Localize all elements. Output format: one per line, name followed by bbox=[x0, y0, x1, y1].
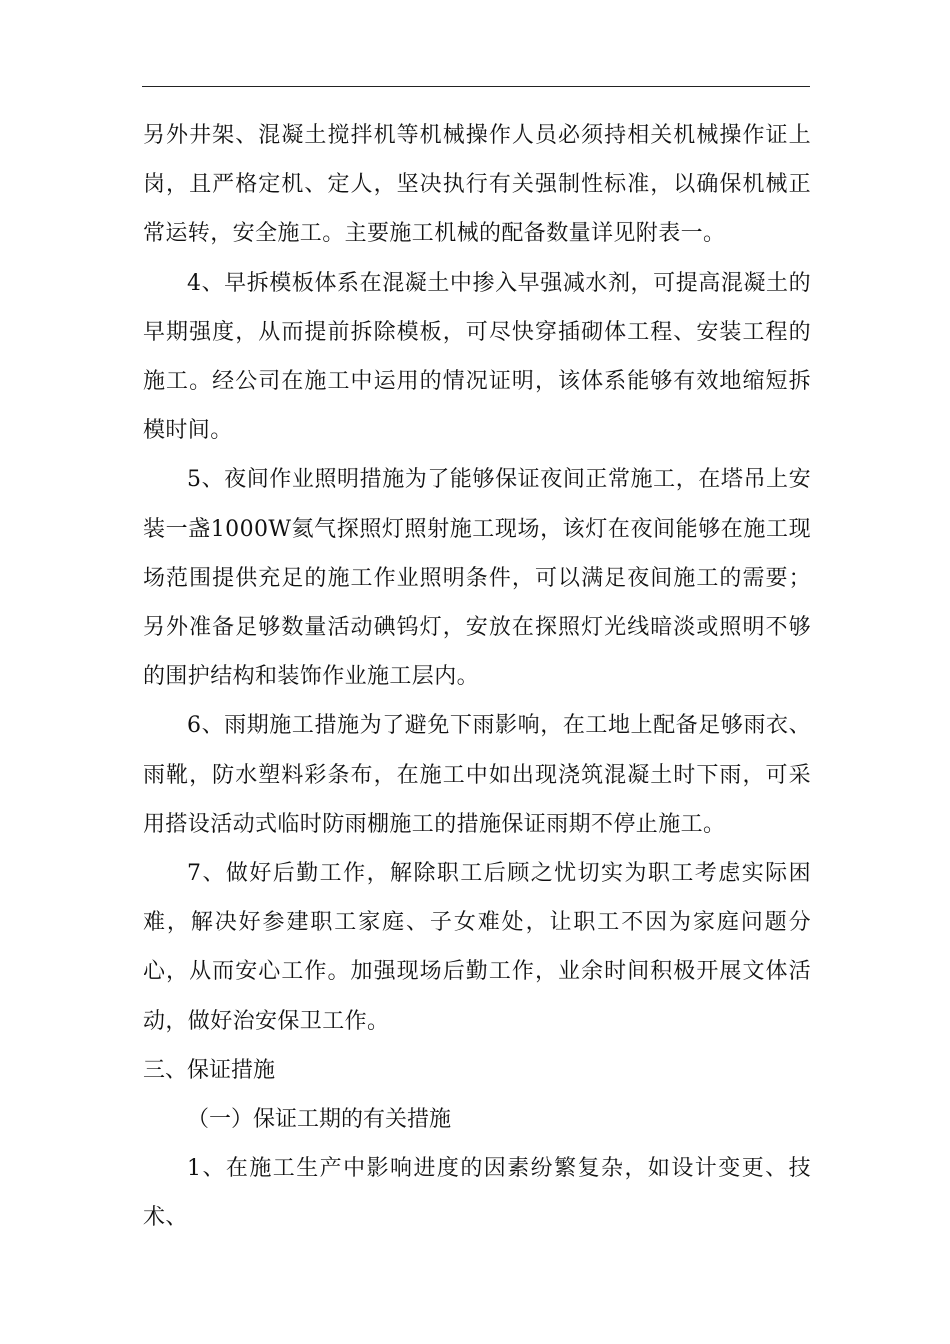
paragraph-continuation: 另外井架、混凝土搅拌机等机械操作人员必须持相关机械操作证上岗，且严格定机、定人，坚决执行有关强制性标准，以确保机械正常运转，安全施工。主要施工机械的配备数量详见附表一。 bbox=[143, 123, 811, 247]
paragraph-item-6: 6、雨期施工措施为了避免下雨影响，在工地上配备足够雨衣、雨靴，防水塑料彩条布，在施工中如出现浇筑混凝土时下雨，可采用搭设活动式临时防雨棚施工的措施保证雨期不停止施工。 bbox=[143, 713, 811, 837]
document-body bbox=[143, 111, 811, 1243]
subsection-heading: （一）保证工期的有关措施 bbox=[187, 1107, 452, 1133]
paragraph-item-1: 1、在施工生产中影响进度的因素纷繁复杂，如设计变更、技术、 bbox=[143, 1156, 811, 1231]
paragraph-item-5: 5、夜间作业照明措施为了能够保证夜间正常施工，在塔吊上安装一盏1000W氦气探照灯照射施工现场，该灯在夜间能够在施工现场范围提供充足的施工作业照明条件，可以满足夜间施工的需要；另外准备足够数量活动碘钨灯，安放在探照灯光线暗淡或照明不够的围护结构和装饰作业施工层内。 bbox=[143, 467, 811, 690]
header-rule bbox=[142, 86, 810, 87]
paragraph-item-7: 7、做好后勤工作，解除职工后顾之忧切实为职工考虑实际困难，解决好参建职工家庭、子女难处，让职工不因为家庭问题分心，从而安心工作。加强现场后勤工作，业余时间积极开展文体活动，做好治安保卫工作。 bbox=[143, 861, 811, 1034]
paragraph-item-4: 4、早拆模板体系在混凝土中掺入早强减水剂，可提高混凝土的早期强度，从而提前拆除模板，可尽快穿插砌体工程、安装工程的施工。经公司在施工中运用的情况证明，该体系能够有效地缩短拆模时间。 bbox=[143, 270, 811, 444]
section-heading: 三、保证措施 bbox=[143, 1057, 276, 1083]
